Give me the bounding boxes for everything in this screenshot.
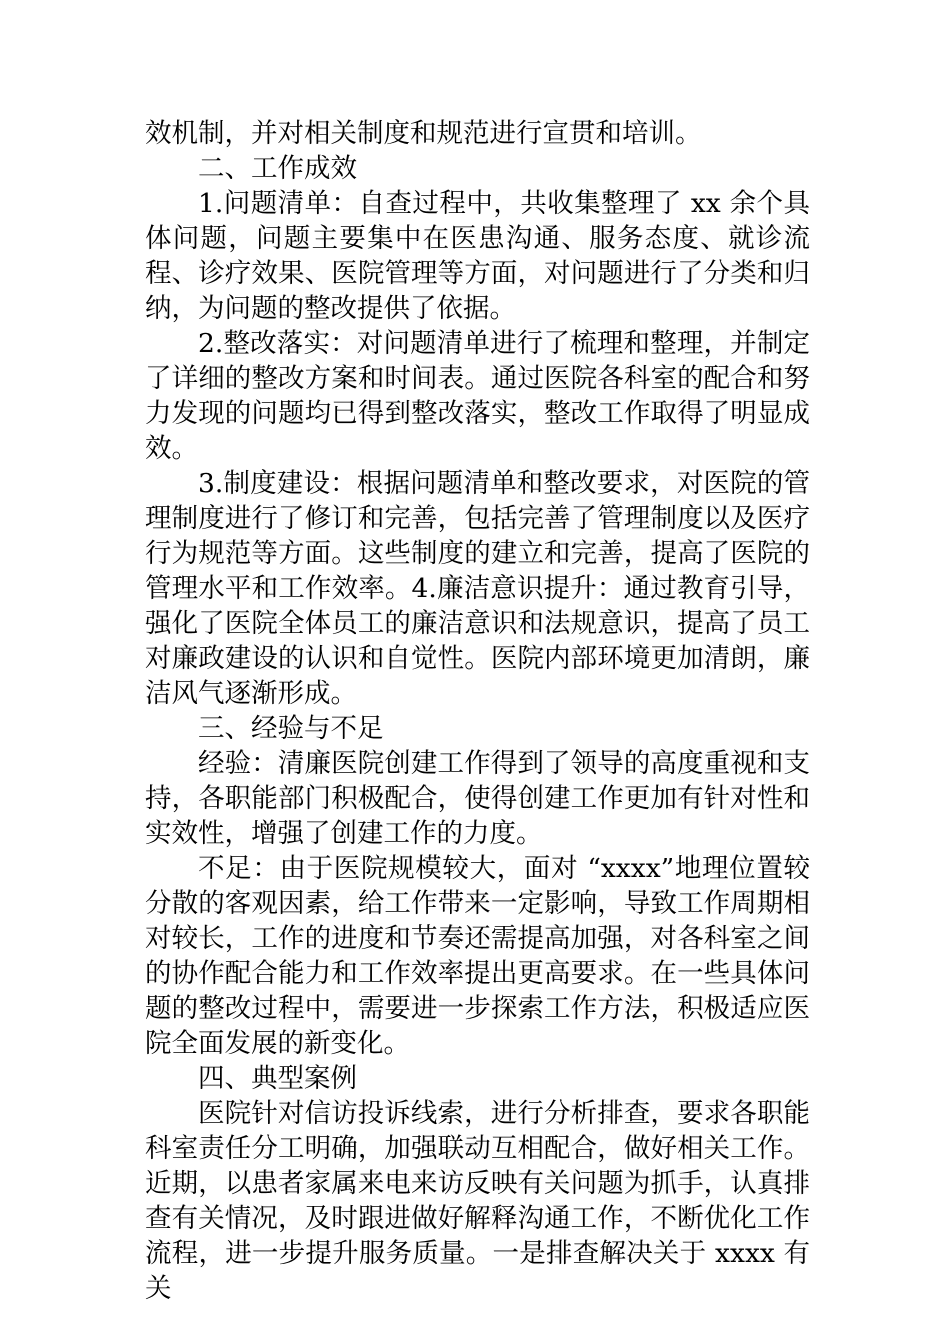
paragraph-rectification: 2.整改落实：对问题清单进行了梳理和整理，并制定了详细的整改方案和时间表。通过医院各科室的配合和努力发现的问题均已得到整改落实，整改工作取得了明显成效。 [145,328,810,464]
section-heading-typical-cases: 四、典型案例 [198,1063,357,1094]
paragraph-problem-list: 1.问题清单：自查过程中，共收集整理了 xx 余个具体问题，问题主要集中在医患沟通、服务态度、就诊流程、诊疗效果、医院管理等方面，对问题进行了分类和归纳，为问题的整改提供了依据。 [145,188,810,324]
section-heading-experience: 三、经验与不足 [198,713,384,744]
document-page [145,116,810,1306]
paragraph-system-building: 3.制度建设：根据问题清单和整改要求，对医院的管理制度进行了修订和完善，包括完善了管理制度以及医疗行为规范等方面。这些制度的建立和完善，提高了医院的管理水平和工作效率。4.廉洁意识提升：通过教育引导，强化了医院全体员工的廉洁意识和法规意识，提高了员工对廉政建设的认识和自觉性。医院内部环境更加清朗，廉洁风气逐渐形成。 [145,468,810,709]
section-heading-work-results: 二、工作成效 [198,153,357,184]
paragraph-typical-case: 医院针对信访投诉线索，进行分析排查，要求各职能科室责任分工明确，加强联动互相配合，做好相关工作。近期，以患者家属来电来访反映有关问题为抓手，认真排查有关情况，及时跟进做好解释沟通工作，不断优化工作流程，进一步提升服务质量。一是排查解决关于 xxxx 有关 [145,1098,810,1304]
paragraph-experience: 经验：清廉医院创建工作得到了领导的高度重视和支持，各职能部门积极配合，使得创建工作更加有针对性和实效性，增强了创建工作的力度。 [145,748,810,849]
paragraph-shortcomings: 不足：由于医院规模较大，面对 “xxxx”地理位置较分散的客观因素，给工作带来一定影响，导致工作周期相对较长，工作的进度和节奏还需提高加强，对各科室之间的协作配合能力和工作效率提出更高要求。在一些具体问题的整改过程中，需要进一步探索工作方法，积极适应医院全面发展的新变化。 [145,853,810,1059]
paragraph-continuation: 效机制，并对相关制度和规范进行宣贯和培训。 [145,118,702,149]
